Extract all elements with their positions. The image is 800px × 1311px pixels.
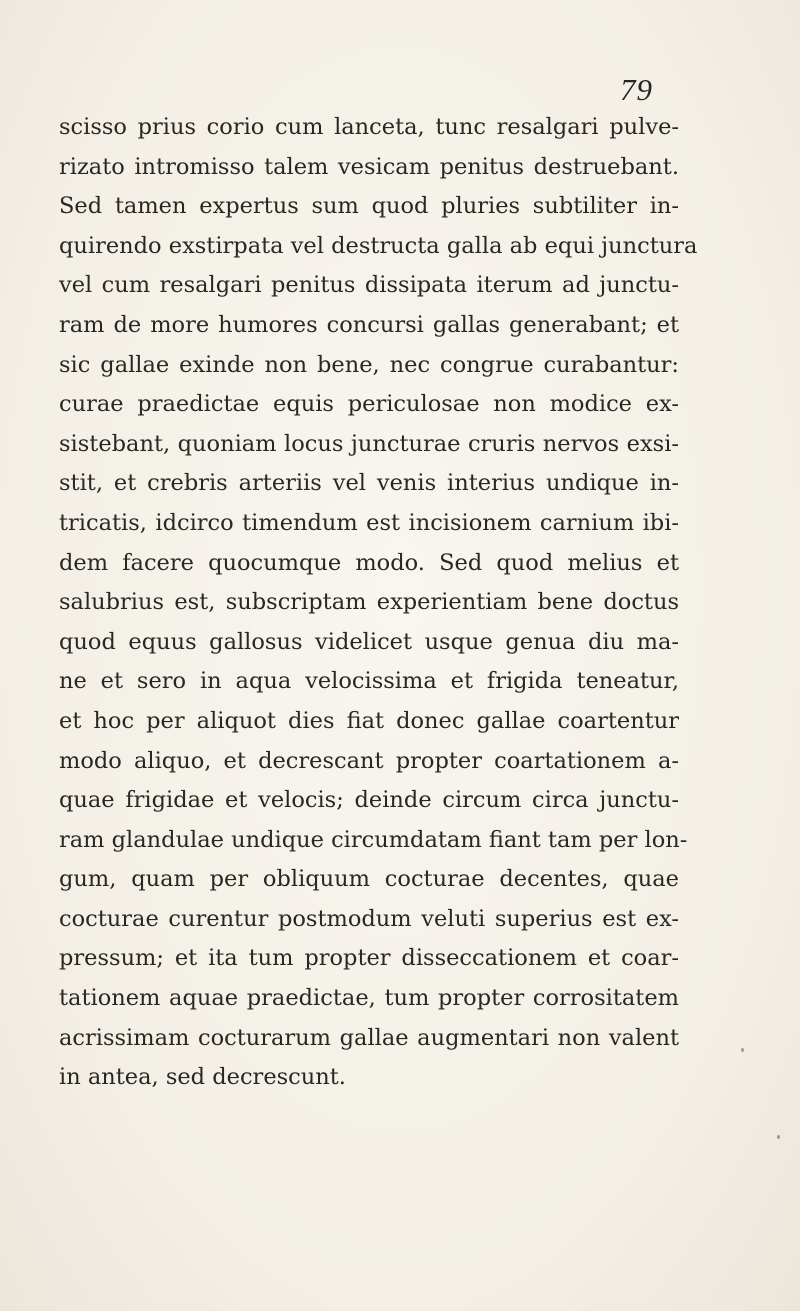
page-number: 79 <box>620 72 653 107</box>
text-line: quod equus gallosus videlicet usque genua diu ma- <box>59 628 679 655</box>
text-line: acrissimam cocturarum gallae augmentari non valent <box>59 1024 679 1051</box>
text-line: tationem aquae praedictae, tum propter corrositatem <box>59 985 679 1012</box>
paper-speck <box>777 1135 780 1139</box>
text-line: rizato intromisso talem vesicam penitus destruebant. <box>59 153 679 180</box>
text-line: vel cum resalgari penitus dissipata iterum ad junctu- <box>59 272 679 299</box>
text-line: ram glandulae undique circumdatam fiant tam per lon- <box>59 826 688 853</box>
text-line: dem facere quocumque modo. Sed quod melius et <box>59 549 679 576</box>
paper-speck <box>741 1048 744 1052</box>
text-line: quirendo exstirpata vel destructa galla ab equi junctura <box>59 232 698 259</box>
text-line: cocturae curentur postmodum veluti superius est ex- <box>59 905 679 932</box>
text-line: ram de more humores concursi gallas generabant; et <box>59 311 679 338</box>
text-line: gum, quam per obliquum cocturae decentes, quae <box>59 866 679 893</box>
text-line: sic gallae exinde non bene, nec congrue curabantur: <box>59 351 679 378</box>
text-line: stit, et crebris arteriis vel venis interius undique in- <box>59 470 679 497</box>
text-line: et hoc per aliquot dies fiat donec gallae coartentur <box>59 707 679 734</box>
text-line: salubrius est, subscriptam experientiam bene doctus <box>59 589 679 616</box>
body-text <box>59 108 698 1098</box>
text-line: quae frigidae et velocis; deinde circum circa junctu- <box>59 787 679 814</box>
text-line: scisso prius corio cum lanceta, tunc resalgari pulve- <box>59 114 679 140</box>
text-line: modo aliquo, et decrescant propter coartationem a- <box>59 747 679 774</box>
text-line: sistebant, quoniam locus juncturae cruris nervos exsi- <box>59 430 679 457</box>
text-line: tricatis, idcirco timendum est incisionem carnium ibi- <box>59 509 679 536</box>
text-line: Sed tamen expertus sum quod pluries subtiliter in- <box>59 193 679 220</box>
text-line: pressum; et ita tum propter disseccationem et coar- <box>59 945 679 972</box>
text-line: ne et sero in aqua velocissima et frigida teneatur, <box>59 668 679 695</box>
text-line: curae praedictae equis periculosae non modice ex- <box>59 391 679 418</box>
text-line-last: in antea, sed decrescunt. <box>59 1064 346 1091</box>
